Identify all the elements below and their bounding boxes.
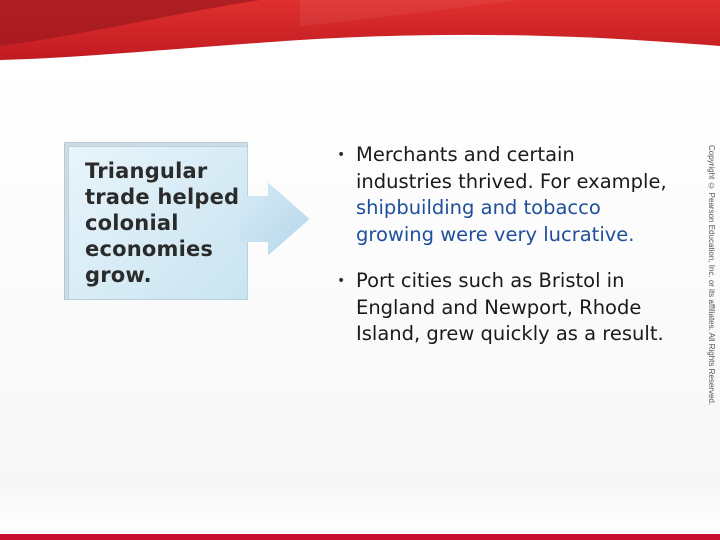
bottom-bar (0, 534, 720, 540)
callout-box (64, 142, 248, 300)
bullet-item (336, 142, 676, 248)
bullet-dot-icon: • (337, 147, 346, 163)
callout-text: Triangular trade helped colonial economies grow. (85, 159, 240, 287)
right-arrow-icon (240, 182, 312, 260)
top-banner (0, 0, 720, 62)
bullet-highlight-text: shipbuilding and tobacco growing were very lucrative. (356, 196, 635, 246)
bullet-text: Port cities such as Bristol in England and Newport, Rhode Island, grew quickly as a result. (356, 269, 664, 345)
bullet-list (336, 142, 676, 368)
bullet-item (336, 268, 676, 348)
callout-panel (68, 146, 248, 300)
bullet-dot-icon: • (337, 273, 346, 289)
bullet-text: Merchants and certain industries thrived. For example, (356, 143, 667, 193)
copyright-notice: Copyright © Pearson Education, Inc. or its affiliates. All Rights Reserved. (707, 145, 716, 406)
banner-graphic (0, 0, 720, 62)
